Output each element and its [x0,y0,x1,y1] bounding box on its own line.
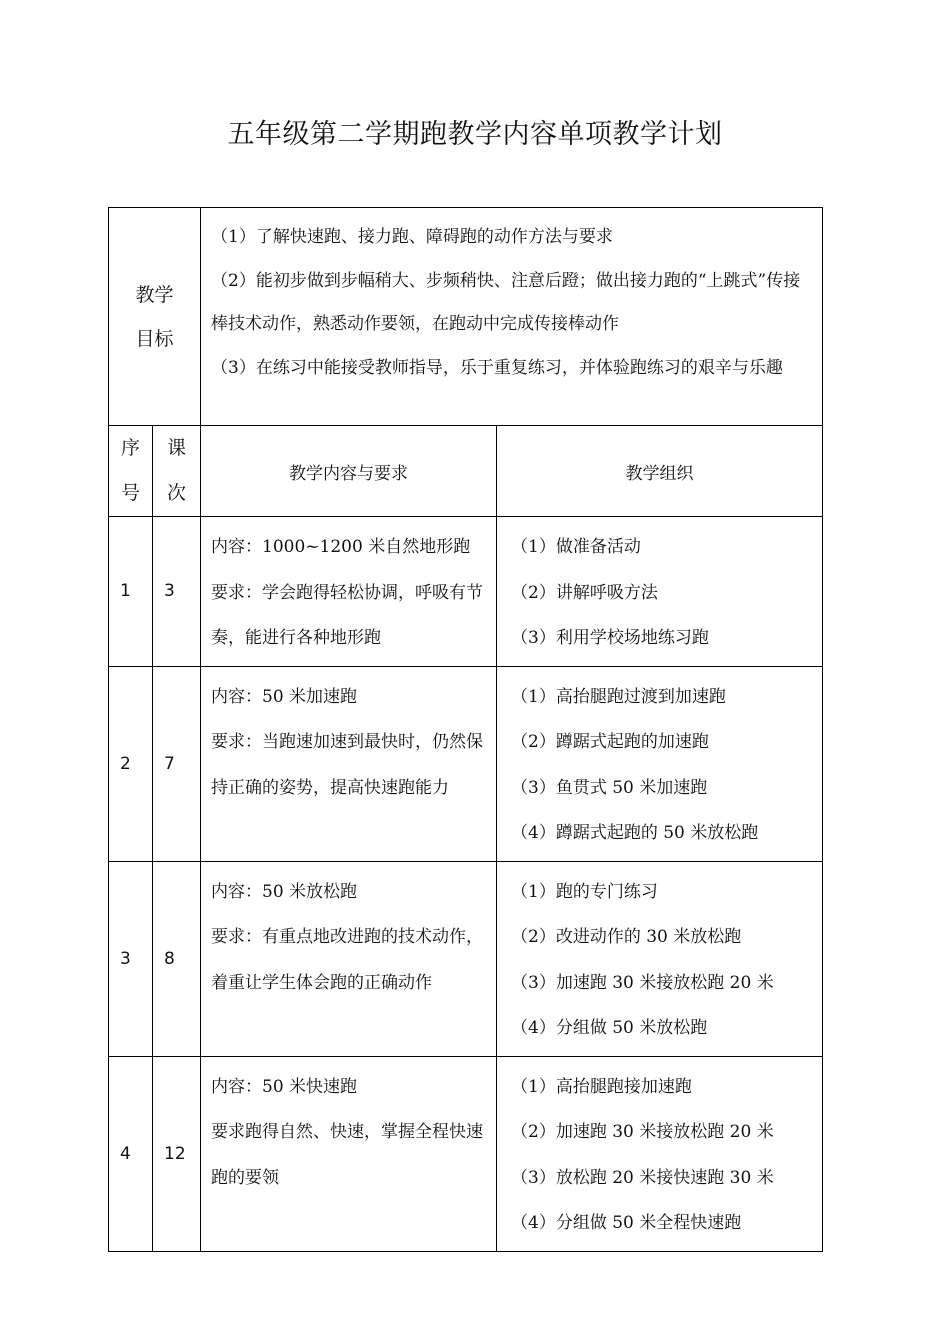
row-requirement: 要求：当跑速加速到最快时，仍然保持正确的姿势，提高快速跑能力 [211,732,484,798]
row-requirement: 要求：有重点地改进跑的技术动作，着重让学生体会跑的正确动作 [211,927,484,993]
teaching-plan-table [108,207,823,1252]
row-seq: 2 [109,666,153,861]
row-content: 内容：50 米快速跑 [211,1076,358,1097]
table-row [109,1056,823,1251]
org-item: （3）加速跑 30 米接放松跑 20 米 [511,972,774,993]
row-organization-cell [497,1056,823,1251]
row-requirement: 要求跑得自然、快速，掌握全程快速跑的要领 [211,1122,484,1188]
goals-label-line1: 教学 [135,283,174,306]
row-lesson: 7 [153,666,201,861]
org-item: （1）高抬腿跑过渡到加速跑 [511,686,726,707]
header-row [109,426,823,517]
row-seq: 1 [109,517,153,667]
row-content: 内容：50 米放松跑 [211,881,358,902]
goal-item: （3）在练习中能接受教师指导，乐于重复练习，并体验跑练习的艰辛与乐趣 [211,357,783,378]
org-item: （1）高抬腿跑接加速跑 [511,1076,692,1097]
row-content: 内容：50 米加速跑 [211,686,358,707]
goals-text-cell [201,208,823,426]
row-organization-cell [497,517,823,667]
header-lesson: 课 次 [153,426,201,517]
header-seq: 序 号 [109,426,153,517]
org-item: （2）蹲踞式起跑的加速跑 [511,732,709,752]
row-seq: 3 [109,861,153,1056]
header-organization: 教学组织 [497,426,823,517]
table-row [109,517,823,667]
org-item: （2）加速跑 30 米接放松跑 20 米 [511,1122,774,1142]
org-item: （1）跑的专门练习 [511,881,658,902]
org-item: （4）分组做 50 米全程快速跑 [511,1213,742,1233]
org-item: （4）蹲踞式起跑的 50 米放松跑 [511,823,759,843]
row-lesson: 8 [153,861,201,1056]
org-item: （1）做准备活动 [511,537,641,557]
page-title: 五年级第二学期跑教学内容单项教学计划 [227,119,723,150]
row-lesson: 3 [153,517,201,667]
table-row [109,666,823,861]
row-content-cell [201,666,497,861]
org-item: （3）利用学校场地练习跑 [511,628,709,648]
row-organization-cell [497,666,823,861]
header-content: 教学内容与要求 [201,426,497,517]
row-lesson: 12 [153,1056,201,1251]
goals-label-line2: 目标 [135,327,174,350]
row-seq: 4 [109,1056,153,1251]
org-item: （3）鱼贯式 50 米加速跑 [511,777,708,798]
row-requirement: 要求：学会跑得轻松协调，呼吸有节奏，能进行各种地形跑 [211,582,484,648]
goal-item: （2）能初步做到步幅稍大、步频稍快、注意后蹬；做出接力跑的“上跳式”传接棒技术动作，熟悉动作要领，在跑动中完成传接棒动作 [211,270,801,334]
org-item: （2）讲解呼吸方法 [511,582,658,603]
row-content-cell [201,1056,497,1251]
goals-label-cell [109,208,201,426]
row-content-cell [201,517,497,667]
goal-item: （1）了解快速跑、接力跑、障碍跑的动作方法与要求 [211,227,613,247]
org-item: （2）改进动作的 30 米放松跑 [511,927,742,947]
table-row [109,861,823,1056]
row-content-cell [201,861,497,1056]
goals-row [109,208,823,426]
row-content: 内容：1000~1200 米自然地形跑 [211,537,471,557]
row-organization-cell [497,861,823,1056]
org-item: （4）分组做 50 米放松跑 [511,1018,708,1038]
org-item: （3）放松跑 20 米接快速跑 30 米 [511,1167,774,1188]
